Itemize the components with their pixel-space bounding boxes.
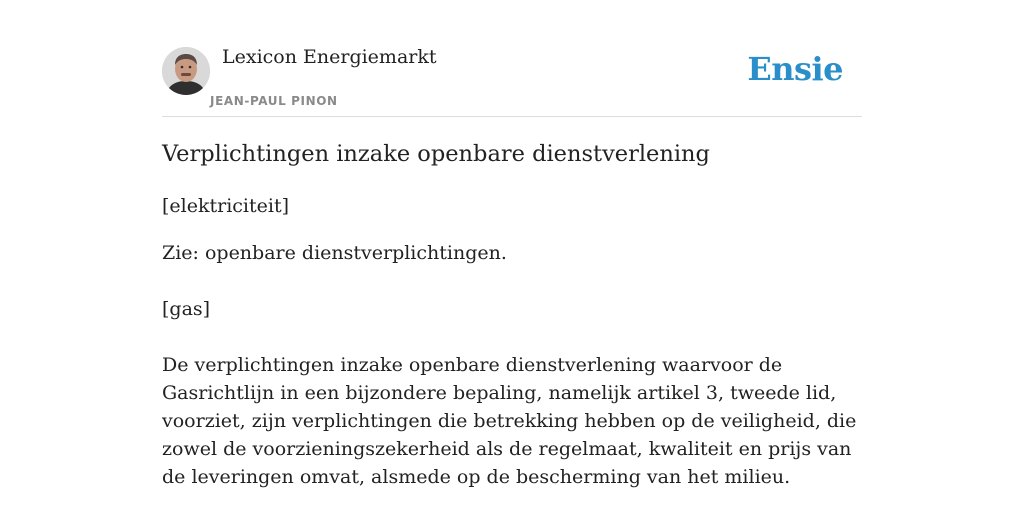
section-text-gas: De verplichtingen inzake openbare dienstverlening waarvoor de Gasrichtlijn in een bijzondere bepaling, namelijk artikel 3, tweede lid, voorziet, zijn verplichtingen die betrekking hebben op de veiligheid, die zowel de voorzieningszekerheid als de regelmaat, kwaliteit en prijs van de leveringen omvat, alsmede op de bescherming van het milieu.: [162, 354, 857, 488]
avatar[interactable]: [162, 47, 210, 95]
author-portrait-icon: [162, 47, 210, 95]
author-name[interactable]: JEAN-PAUL PINON: [210, 94, 338, 108]
ensie-logo[interactable]: Ensie: [747, 50, 843, 88]
header: [162, 0, 862, 117]
lexicon-title[interactable]: Lexicon Energiemarkt: [222, 46, 437, 68]
entry-title: Verplichtingen inzake openbare dienstverlening: [162, 141, 710, 167]
section-tag-elektriciteit: [elektriciteit]: [162, 195, 290, 217]
section-text-elektriciteit: Zie: openbare dienstverplichtingen.: [162, 242, 507, 264]
page-container: [162, 0, 862, 488]
section-tag-gas: [gas]: [162, 298, 211, 320]
